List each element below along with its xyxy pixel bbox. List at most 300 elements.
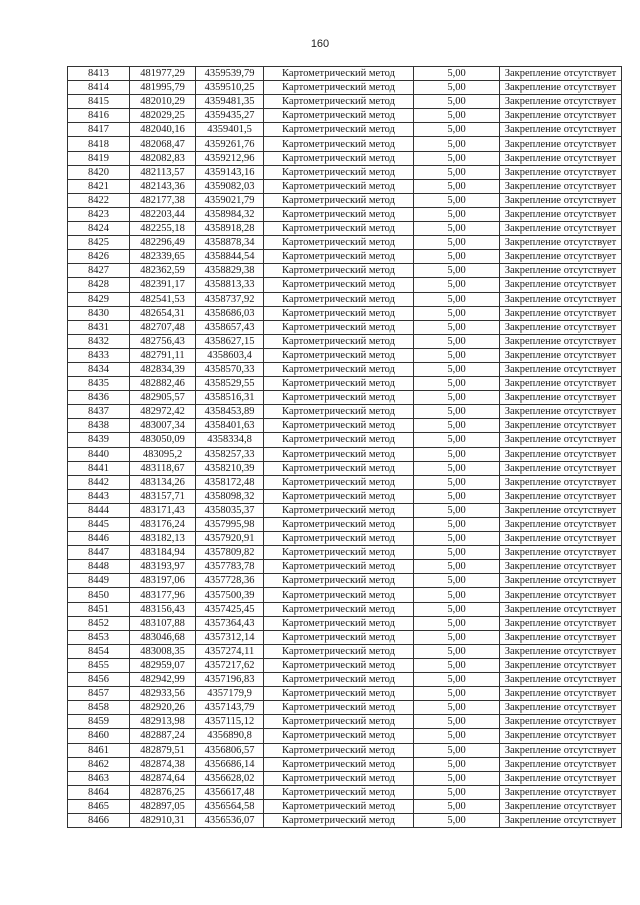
- fixation-cell: Закрепление отсутствует: [500, 292, 622, 306]
- accuracy-cell: 5,00: [414, 165, 500, 179]
- point-number-cell: 8448: [68, 560, 130, 574]
- y-coordinate-cell: 4358878,34: [196, 236, 264, 250]
- y-coordinate-cell: 4359143,16: [196, 165, 264, 179]
- x-coordinate-cell: 483007,34: [130, 419, 196, 433]
- fixation-cell: Закрепление отсутствует: [500, 362, 622, 376]
- y-coordinate-cell: 4357425,45: [196, 602, 264, 616]
- y-coordinate-cell: 4357115,12: [196, 715, 264, 729]
- accuracy-cell: 5,00: [414, 250, 500, 264]
- method-cell: Картометрический метод: [264, 729, 414, 743]
- point-number-cell: 8463: [68, 771, 130, 785]
- fixation-cell: Закрепление отсутствует: [500, 475, 622, 489]
- table-row: [68, 729, 622, 743]
- point-number-cell: 8419: [68, 151, 130, 165]
- fixation-cell: Закрепление отсутствует: [500, 419, 622, 433]
- table-row: [68, 588, 622, 602]
- method-cell: Картометрический метод: [264, 405, 414, 419]
- x-coordinate-cell: 482933,56: [130, 687, 196, 701]
- method-cell: Картометрический метод: [264, 715, 414, 729]
- method-cell: Картометрический метод: [264, 574, 414, 588]
- table-row: [68, 461, 622, 475]
- table-row: [68, 222, 622, 236]
- y-coordinate-cell: 4359082,03: [196, 179, 264, 193]
- fixation-cell: Закрепление отсутствует: [500, 405, 622, 419]
- point-number-cell: 8415: [68, 95, 130, 109]
- accuracy-cell: 5,00: [414, 81, 500, 95]
- point-number-cell: 8458: [68, 701, 130, 715]
- fixation-cell: Закрепление отсутствует: [500, 334, 622, 348]
- x-coordinate-cell: 482654,31: [130, 306, 196, 320]
- accuracy-cell: 5,00: [414, 109, 500, 123]
- table-row: [68, 405, 622, 419]
- y-coordinate-cell: 4358918,28: [196, 222, 264, 236]
- accuracy-cell: 5,00: [414, 67, 500, 81]
- fixation-cell: Закрепление отсутствует: [500, 391, 622, 405]
- accuracy-cell: 5,00: [414, 362, 500, 376]
- coordinates-table: [67, 66, 622, 828]
- fixation-cell: Закрепление отсутствует: [500, 785, 622, 799]
- y-coordinate-cell: 4358570,33: [196, 362, 264, 376]
- accuracy-cell: 5,00: [414, 264, 500, 278]
- fixation-cell: Закрепление отсутствует: [500, 644, 622, 658]
- y-coordinate-cell: 4358984,32: [196, 207, 264, 221]
- method-cell: Картометрический метод: [264, 771, 414, 785]
- method-cell: Картометрический метод: [264, 292, 414, 306]
- method-cell: Картометрический метод: [264, 278, 414, 292]
- accuracy-cell: 5,00: [414, 574, 500, 588]
- point-number-cell: 8466: [68, 813, 130, 827]
- method-cell: Картометрический метод: [264, 757, 414, 771]
- method-cell: Картометрический метод: [264, 306, 414, 320]
- method-cell: Картометрический метод: [264, 67, 414, 81]
- fixation-cell: Закрепление отсутствует: [500, 588, 622, 602]
- point-number-cell: 8461: [68, 743, 130, 757]
- fixation-cell: Закрепление отсутствует: [500, 574, 622, 588]
- table-row: [68, 518, 622, 532]
- y-coordinate-cell: 4358657,43: [196, 320, 264, 334]
- table-row: [68, 67, 622, 81]
- y-coordinate-cell: 4359401,5: [196, 123, 264, 137]
- accuracy-cell: 5,00: [414, 334, 500, 348]
- x-coordinate-cell: 483193,97: [130, 560, 196, 574]
- x-coordinate-cell: 482029,25: [130, 109, 196, 123]
- x-coordinate-cell: 481995,79: [130, 81, 196, 95]
- method-cell: Картометрический метод: [264, 701, 414, 715]
- accuracy-cell: 5,00: [414, 687, 500, 701]
- fixation-cell: Закрепление отсутствует: [500, 67, 622, 81]
- y-coordinate-cell: 4358737,92: [196, 292, 264, 306]
- table-row: [68, 757, 622, 771]
- table-row: [68, 193, 622, 207]
- method-cell: Картометрический метод: [264, 503, 414, 517]
- fixation-cell: Закрепление отсутствует: [500, 602, 622, 616]
- point-number-cell: 8459: [68, 715, 130, 729]
- fixation-cell: Закрепление отсутствует: [500, 503, 622, 517]
- x-coordinate-cell: 483046,68: [130, 630, 196, 644]
- accuracy-cell: 5,00: [414, 799, 500, 813]
- accuracy-cell: 5,00: [414, 433, 500, 447]
- method-cell: Картометрический метод: [264, 222, 414, 236]
- table-row: [68, 616, 622, 630]
- table-row: [68, 489, 622, 503]
- table-row: [68, 813, 622, 827]
- fixation-cell: Закрепление отсутствует: [500, 123, 622, 137]
- point-number-cell: 8452: [68, 616, 130, 630]
- accuracy-cell: 5,00: [414, 757, 500, 771]
- accuracy-cell: 5,00: [414, 278, 500, 292]
- point-number-cell: 8422: [68, 193, 130, 207]
- y-coordinate-cell: 4356564,58: [196, 799, 264, 813]
- method-cell: Картометрический метод: [264, 785, 414, 799]
- point-number-cell: 8460: [68, 729, 130, 743]
- accuracy-cell: 5,00: [414, 489, 500, 503]
- table-row: [68, 644, 622, 658]
- table-row: [68, 785, 622, 799]
- method-cell: Картометрический метод: [264, 687, 414, 701]
- point-number-cell: 8447: [68, 546, 130, 560]
- method-cell: Картометрический метод: [264, 743, 414, 757]
- point-number-cell: 8455: [68, 658, 130, 672]
- table-row: [68, 165, 622, 179]
- y-coordinate-cell: 4357274,11: [196, 644, 264, 658]
- method-cell: Картометрический метод: [264, 320, 414, 334]
- point-number-cell: 8437: [68, 405, 130, 419]
- table-row: [68, 799, 622, 813]
- y-coordinate-cell: 4356628,02: [196, 771, 264, 785]
- fixation-cell: Закрепление отсутствует: [500, 630, 622, 644]
- accuracy-cell: 5,00: [414, 193, 500, 207]
- x-coordinate-cell: 482874,38: [130, 757, 196, 771]
- y-coordinate-cell: 4358603,4: [196, 348, 264, 362]
- x-coordinate-cell: 482082,83: [130, 151, 196, 165]
- accuracy-cell: 5,00: [414, 151, 500, 165]
- x-coordinate-cell: 482942,99: [130, 673, 196, 687]
- y-coordinate-cell: 4358401,63: [196, 419, 264, 433]
- point-number-cell: 8435: [68, 377, 130, 391]
- point-number-cell: 8423: [68, 207, 130, 221]
- point-number-cell: 8442: [68, 475, 130, 489]
- x-coordinate-cell: 482879,51: [130, 743, 196, 757]
- method-cell: Картометрический метод: [264, 518, 414, 532]
- fixation-cell: Закрепление отсутствует: [500, 447, 622, 461]
- y-coordinate-cell: 4357500,39: [196, 588, 264, 602]
- x-coordinate-cell: 482887,24: [130, 729, 196, 743]
- y-coordinate-cell: 4358098,32: [196, 489, 264, 503]
- accuracy-cell: 5,00: [414, 461, 500, 475]
- y-coordinate-cell: 4356617,48: [196, 785, 264, 799]
- accuracy-cell: 5,00: [414, 546, 500, 560]
- fixation-cell: Закрепление отсутствует: [500, 771, 622, 785]
- fixation-cell: Закрепление отсутствует: [500, 532, 622, 546]
- table-row: [68, 334, 622, 348]
- point-number-cell: 8431: [68, 320, 130, 334]
- point-number-cell: 8427: [68, 264, 130, 278]
- x-coordinate-cell: 482391,17: [130, 278, 196, 292]
- point-number-cell: 8444: [68, 503, 130, 517]
- x-coordinate-cell: 483197,06: [130, 574, 196, 588]
- x-coordinate-cell: 483182,13: [130, 532, 196, 546]
- accuracy-cell: 5,00: [414, 729, 500, 743]
- y-coordinate-cell: 4358686,03: [196, 306, 264, 320]
- y-coordinate-cell: 4356686,14: [196, 757, 264, 771]
- table-row: [68, 306, 622, 320]
- x-coordinate-cell: 482874,64: [130, 771, 196, 785]
- method-cell: Картометрический метод: [264, 673, 414, 687]
- table-row: [68, 503, 622, 517]
- table-row: [68, 433, 622, 447]
- point-number-cell: 8434: [68, 362, 130, 376]
- method-cell: Картометрический метод: [264, 616, 414, 630]
- x-coordinate-cell: 482882,46: [130, 377, 196, 391]
- method-cell: Картометрический метод: [264, 151, 414, 165]
- fixation-cell: Закрепление отсутствует: [500, 489, 622, 503]
- method-cell: Картометрический метод: [264, 489, 414, 503]
- table-row: [68, 715, 622, 729]
- accuracy-cell: 5,00: [414, 306, 500, 320]
- x-coordinate-cell: 482920,26: [130, 701, 196, 715]
- x-coordinate-cell: 482905,57: [130, 391, 196, 405]
- point-number-cell: 8465: [68, 799, 130, 813]
- table-row: [68, 532, 622, 546]
- table-row: [68, 377, 622, 391]
- y-coordinate-cell: 4357995,98: [196, 518, 264, 532]
- x-coordinate-cell: 482959,07: [130, 658, 196, 672]
- method-cell: Картометрический метод: [264, 179, 414, 193]
- y-coordinate-cell: 4358257,33: [196, 447, 264, 461]
- x-coordinate-cell: 482707,48: [130, 320, 196, 334]
- point-number-cell: 8462: [68, 757, 130, 771]
- fixation-cell: Закрепление отсутствует: [500, 179, 622, 193]
- x-coordinate-cell: 483177,96: [130, 588, 196, 602]
- point-number-cell: 8433: [68, 348, 130, 362]
- table-row: [68, 179, 622, 193]
- point-number-cell: 8453: [68, 630, 130, 644]
- y-coordinate-cell: 4357143,79: [196, 701, 264, 715]
- x-coordinate-cell: 483171,43: [130, 503, 196, 517]
- point-number-cell: 8439: [68, 433, 130, 447]
- y-coordinate-cell: 4358813,33: [196, 278, 264, 292]
- accuracy-cell: 5,00: [414, 292, 500, 306]
- method-cell: Картометрический метод: [264, 799, 414, 813]
- method-cell: Картометрический метод: [264, 433, 414, 447]
- fixation-cell: Закрепление отсутствует: [500, 743, 622, 757]
- y-coordinate-cell: 4358334,8: [196, 433, 264, 447]
- table-row: [68, 250, 622, 264]
- y-coordinate-cell: 4357196,83: [196, 673, 264, 687]
- fixation-cell: Закрепление отсутствует: [500, 616, 622, 630]
- y-coordinate-cell: 4358529,55: [196, 377, 264, 391]
- accuracy-cell: 5,00: [414, 179, 500, 193]
- point-number-cell: 8417: [68, 123, 130, 137]
- y-coordinate-cell: 4358035,37: [196, 503, 264, 517]
- table-row: [68, 574, 622, 588]
- fixation-cell: Закрепление отсутствует: [500, 151, 622, 165]
- table-body: [68, 67, 622, 828]
- y-coordinate-cell: 4357364,43: [196, 616, 264, 630]
- method-cell: Картометрический метод: [264, 560, 414, 574]
- table-row: [68, 137, 622, 151]
- x-coordinate-cell: 483134,26: [130, 475, 196, 489]
- table-row: [68, 123, 622, 137]
- table-row: [68, 109, 622, 123]
- fixation-cell: Закрепление отсутствует: [500, 137, 622, 151]
- fixation-cell: Закрепление отсутствует: [500, 278, 622, 292]
- x-coordinate-cell: 482791,11: [130, 348, 196, 362]
- point-number-cell: 8418: [68, 137, 130, 151]
- accuracy-cell: 5,00: [414, 137, 500, 151]
- x-coordinate-cell: 482255,18: [130, 222, 196, 236]
- y-coordinate-cell: 4357809,82: [196, 546, 264, 560]
- method-cell: Картометрический метод: [264, 546, 414, 560]
- method-cell: Картометрический метод: [264, 658, 414, 672]
- accuracy-cell: 5,00: [414, 222, 500, 236]
- x-coordinate-cell: 482834,39: [130, 362, 196, 376]
- fixation-cell: Закрепление отсутствует: [500, 673, 622, 687]
- accuracy-cell: 5,00: [414, 236, 500, 250]
- fixation-cell: Закрепление отсутствует: [500, 348, 622, 362]
- point-number-cell: 8441: [68, 461, 130, 475]
- y-coordinate-cell: 4356536,07: [196, 813, 264, 827]
- fixation-cell: Закрепление отсутствует: [500, 207, 622, 221]
- fixation-cell: Закрепление отсутствует: [500, 250, 622, 264]
- accuracy-cell: 5,00: [414, 95, 500, 109]
- method-cell: Картометрический метод: [264, 81, 414, 95]
- y-coordinate-cell: 4358210,39: [196, 461, 264, 475]
- fixation-cell: Закрепление отсутствует: [500, 236, 622, 250]
- x-coordinate-cell: 482113,57: [130, 165, 196, 179]
- x-coordinate-cell: 483008,35: [130, 644, 196, 658]
- x-coordinate-cell: 482040,16: [130, 123, 196, 137]
- point-number-cell: 8430: [68, 306, 130, 320]
- fixation-cell: Закрепление отсутствует: [500, 306, 622, 320]
- accuracy-cell: 5,00: [414, 447, 500, 461]
- method-cell: Картометрический метод: [264, 532, 414, 546]
- accuracy-cell: 5,00: [414, 475, 500, 489]
- y-coordinate-cell: 4359021,79: [196, 193, 264, 207]
- method-cell: Картометрический метод: [264, 813, 414, 827]
- x-coordinate-cell: 482972,42: [130, 405, 196, 419]
- accuracy-cell: 5,00: [414, 518, 500, 532]
- y-coordinate-cell: 4357783,78: [196, 560, 264, 574]
- fixation-cell: Закрепление отсутствует: [500, 165, 622, 179]
- method-cell: Картометрический метод: [264, 95, 414, 109]
- accuracy-cell: 5,00: [414, 644, 500, 658]
- table-row: [68, 207, 622, 221]
- method-cell: Картометрический метод: [264, 165, 414, 179]
- accuracy-cell: 5,00: [414, 630, 500, 644]
- point-number-cell: 8445: [68, 518, 130, 532]
- point-number-cell: 8450: [68, 588, 130, 602]
- method-cell: Картометрический метод: [264, 602, 414, 616]
- accuracy-cell: 5,00: [414, 658, 500, 672]
- x-coordinate-cell: 482177,38: [130, 193, 196, 207]
- point-number-cell: 8454: [68, 644, 130, 658]
- fixation-cell: Закрепление отсутствует: [500, 109, 622, 123]
- accuracy-cell: 5,00: [414, 503, 500, 517]
- point-number-cell: 8413: [68, 67, 130, 81]
- point-number-cell: 8449: [68, 574, 130, 588]
- y-coordinate-cell: 4359510,25: [196, 81, 264, 95]
- point-number-cell: 8446: [68, 532, 130, 546]
- point-number-cell: 8464: [68, 785, 130, 799]
- x-coordinate-cell: 483107,88: [130, 616, 196, 630]
- table-row: [68, 743, 622, 757]
- method-cell: Картометрический метод: [264, 109, 414, 123]
- x-coordinate-cell: 483184,94: [130, 546, 196, 560]
- accuracy-cell: 5,00: [414, 785, 500, 799]
- fixation-cell: Закрепление отсутствует: [500, 757, 622, 771]
- method-cell: Картометрический метод: [264, 630, 414, 644]
- x-coordinate-cell: 482296,49: [130, 236, 196, 250]
- point-number-cell: 8429: [68, 292, 130, 306]
- accuracy-cell: 5,00: [414, 771, 500, 785]
- table-row: [68, 602, 622, 616]
- table-row: [68, 278, 622, 292]
- point-number-cell: 8438: [68, 419, 130, 433]
- accuracy-cell: 5,00: [414, 123, 500, 137]
- method-cell: Картометрический метод: [264, 588, 414, 602]
- fixation-cell: Закрепление отсутствует: [500, 461, 622, 475]
- method-cell: Картометрический метод: [264, 475, 414, 489]
- table-row: [68, 447, 622, 461]
- x-coordinate-cell: 483095,2: [130, 447, 196, 461]
- fixation-cell: Закрепление отсутствует: [500, 546, 622, 560]
- x-coordinate-cell: 483156,43: [130, 602, 196, 616]
- accuracy-cell: 5,00: [414, 602, 500, 616]
- y-coordinate-cell: 4358453,89: [196, 405, 264, 419]
- fixation-cell: Закрепление отсутствует: [500, 95, 622, 109]
- x-coordinate-cell: 482541,53: [130, 292, 196, 306]
- table-row: [68, 391, 622, 405]
- method-cell: Картометрический метод: [264, 334, 414, 348]
- method-cell: Картометрический метод: [264, 391, 414, 405]
- x-coordinate-cell: 482143,36: [130, 179, 196, 193]
- y-coordinate-cell: 4357920,91: [196, 532, 264, 546]
- y-coordinate-cell: 4359435,27: [196, 109, 264, 123]
- table-row: [68, 658, 622, 672]
- table-row: [68, 419, 622, 433]
- accuracy-cell: 5,00: [414, 560, 500, 574]
- point-number-cell: 8416: [68, 109, 130, 123]
- accuracy-cell: 5,00: [414, 532, 500, 546]
- x-coordinate-cell: 482362,59: [130, 264, 196, 278]
- point-number-cell: 8420: [68, 165, 130, 179]
- accuracy-cell: 5,00: [414, 320, 500, 334]
- method-cell: Картометрический метод: [264, 123, 414, 137]
- point-number-cell: 8425: [68, 236, 130, 250]
- fixation-cell: Закрепление отсутствует: [500, 81, 622, 95]
- table-row: [68, 81, 622, 95]
- point-number-cell: 8414: [68, 81, 130, 95]
- accuracy-cell: 5,00: [414, 588, 500, 602]
- method-cell: Картометрический метод: [264, 236, 414, 250]
- point-number-cell: 8426: [68, 250, 130, 264]
- y-coordinate-cell: 4357217,62: [196, 658, 264, 672]
- x-coordinate-cell: 483118,67: [130, 461, 196, 475]
- fixation-cell: Закрепление отсутствует: [500, 518, 622, 532]
- x-coordinate-cell: 482339,65: [130, 250, 196, 264]
- fixation-cell: Закрепление отсутствует: [500, 264, 622, 278]
- y-coordinate-cell: 4359481,35: [196, 95, 264, 109]
- y-coordinate-cell: 4356890,8: [196, 729, 264, 743]
- point-number-cell: 8443: [68, 489, 130, 503]
- point-number-cell: 8436: [68, 391, 130, 405]
- method-cell: Картометрический метод: [264, 461, 414, 475]
- table-row: [68, 687, 622, 701]
- method-cell: Картометрический метод: [264, 250, 414, 264]
- accuracy-cell: 5,00: [414, 701, 500, 715]
- fixation-cell: Закрепление отсутствует: [500, 433, 622, 447]
